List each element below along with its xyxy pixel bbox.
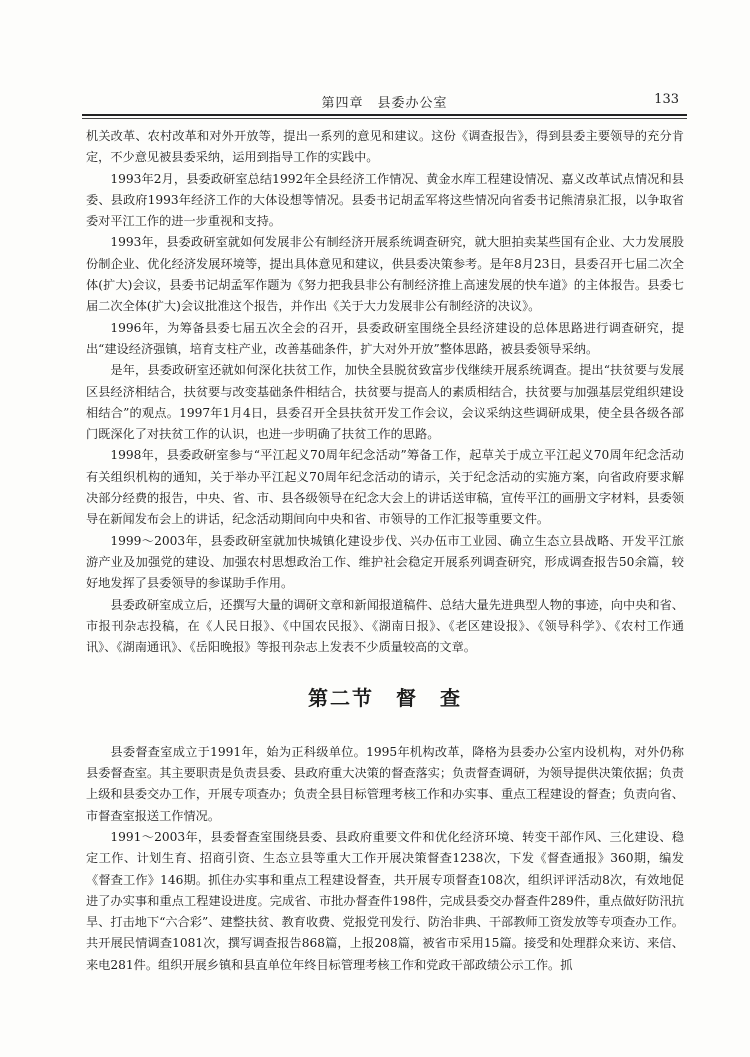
paragraph: 1991～2003年，县委督查室围绕县委、县政府重要文件和优化经济环境、转变干部作风、三化建设、稳定工作、计划生育、招商引资、生态立县等重大工作开展决策督查1238次，下发《督查通报》360期，编发《督查工作》146期。抓住办实事和重点工程建设督查，共开展专项督查108次，组织评评活动8次，有效地促进了办实事和重点工程建设进度。完成省、市批办督查件198件，完成县委交办督查件289件，重点做好防汛抗旱、打击地下“六合彩”、建整扶贫、教育收费、党报党刊发行、防治非典、干部教师工资发放等专项查办工作。共开展民情调查1081次，撰写调查报告868篇，上报208篇，被省市采用15篇。接受和处理群众来访、来信、来电281件。组织开展乡镇和县直单位年终目标管理考核工作和党政干部政绩公示工作。抓: [86, 829, 684, 972]
header-rule-thick: [82, 114, 687, 116]
paragraph: 县委政研室成立后，还撰写大量的调研文章和新闻报道稿件、总结大量先进典型人物的事迹，向中央和省、市报刊杂志投稿，在《人民日报》、《中国农民报》、《湖南日报》、《老区建设报》、《领导科学》、《农村工作通讯》、《湖南通讯》、《岳阳晚报》等报刊杂志上发表不少质量较高的文章。: [86, 597, 684, 655]
paragraph: 县委督查室成立于1991年，始为正科级单位。1995年机构改革，降格为县委办公室内设机构，对外仍称县委督查室。其主要职责是负责县委、县政府重大决策的督查落实；负责督查调研，为领导提供决策依据；负责上级和县委交办工作，开展专项查办；负责全县目标管理考核工作和办实事、重点工程建设的督查；负责向省、市督查室报送工作情况。: [86, 744, 684, 823]
header-rule-thin: [82, 118, 687, 119]
chapter-title: 第四章 县委办公室: [321, 96, 448, 111]
paragraph: 机关改革、农村改革和对外开放等，提出一系列的意见和建议。这份《调查报告》，得到县委主要领导的充分肯定，不少意见被县委采纳，运用到指导工作的实践中。: [86, 129, 684, 165]
paragraph: 是年，县委政研室还就如何深化扶贫工作，加快全县脱贫致富步伐继续开展系统调查。提出“扶贫要与发展区县经济相结合，扶贫要与改变基础条件相结合，扶贫要与提高人的素质相结合，扶贫要与加强基层党组织建设相结合”的观点。1997年1月4日，县委召开全县扶贫开发工作会议，会议采纳这些调研成果，使全县各级各部门既深化了对扶贫工作的认识，也进一步明确了扶贫工作的思路。: [86, 363, 684, 442]
page-number: 133: [654, 92, 679, 107]
page-body: [86, 126, 684, 976]
running-header: [82, 88, 687, 116]
paragraph: 1999～2003年，县委政研室就加快城镇化建设步伐、兴办伍市工业园、确立生态立县战略、开发平江旅游产业及加强党的建设、加强农村思想政治工作、维护社会稳定开展系列调查研究，形成调查报告50余篇，较好地发挥了县委领导的参谋助手作用。: [86, 533, 684, 591]
paragraph: 1998年，县委政研室参与“平江起义70周年纪念活动”筹备工作，起草关于成立平江起义70周年纪念活动有关组织机构的通知，关于举办平江起义70周年纪念活动的请示，关于纪念活动的实施方案，向省政府要求解决部分经费的报告，中央、省、市、县各级领导在纪念大会上的讲话送审稿，宣传平江的画册文字材料，县委领导在新闻发布会上的讲话，纪念活动期间向中央和省、市领导的工作汇报等重要文件。: [86, 448, 684, 527]
paragraph: 1996年，为筹备县委七届五次全会的召开，县委政研室围绕全县经济建设的总体思路进行调查研究，提出“建设经济强镇，培育支柱产业，改善基础条件，扩大对外开放”整体思路，被县委领导采纳。: [86, 320, 684, 356]
section-title: 第二节 督 查: [308, 686, 462, 711]
paragraph: 1993年2月，县委政研室总结1992年全县经济工作情况、黄金水库工程建设情况、嘉义改革试点情况和县委、县政府1993年经济工作的大体设想等情况。县委书记胡孟军将这些情况向省委书记熊清泉汇报，以争取省委对平江工作的进一步重视和支持。: [86, 171, 684, 229]
paragraph: 1993年，县委政研室就如何发展非公有制经济开展系统调查研究，就大胆拍卖某些国有企业、大力发展股份制企业、优化经济发展环境等，提出具体意见和建议，供县委决策参考。是年8月23日，县委召开七届二次全体(扩大)会议，县委书记胡孟军作题为《努力把我县非公有制经济推上高速发展的快车道》的主体报告。县委七届二次全体(扩大)会议批准这个报告，并作出《关于大力发展非公有制经济的决议》。: [86, 235, 684, 314]
